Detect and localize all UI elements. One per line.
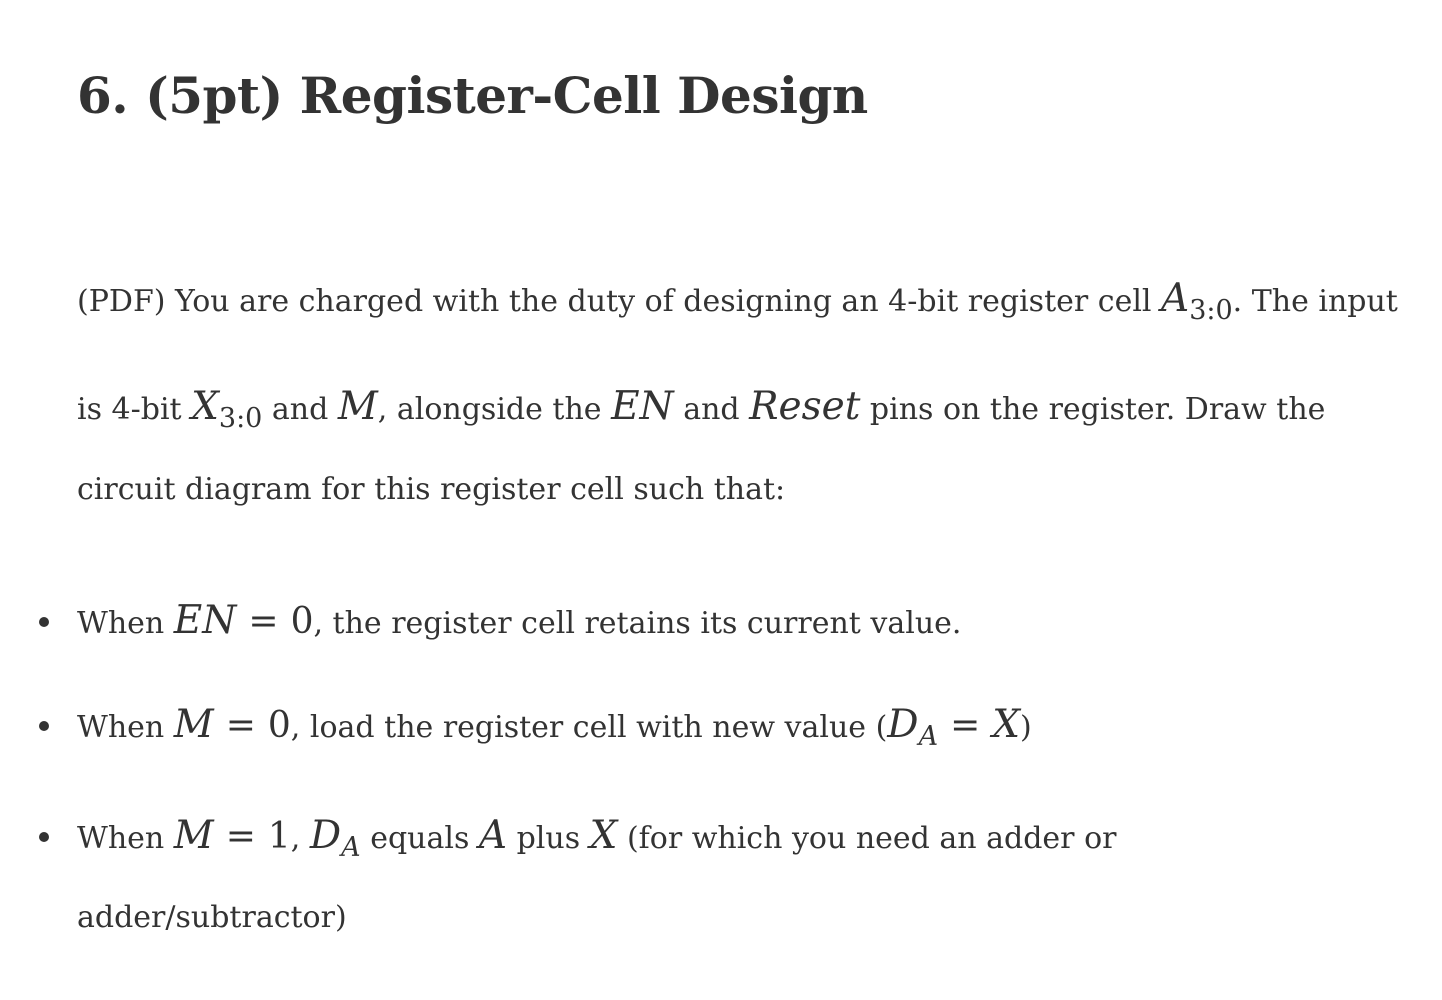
bullet-text: , the register cell retains its current value. (313, 606, 962, 641)
intro-text: is 4-bit (77, 392, 192, 427)
math-equals: = (225, 816, 256, 857)
math-var-m: M (173, 813, 214, 858)
intro-text: pins on the register. Draw the (860, 392, 1326, 427)
bullet-text: equals (360, 821, 479, 856)
intro-text: and (673, 392, 750, 427)
math-var-en: EN (173, 598, 237, 643)
bullet-text: When (77, 606, 174, 641)
bullet-text: ) (1020, 710, 1032, 745)
intro-text: and (262, 392, 338, 427)
math-var-m: M (173, 702, 214, 747)
math-subscript: A (341, 832, 361, 863)
math-var-en: EN (611, 384, 674, 429)
math-equals: = (248, 601, 279, 642)
bullet-text: , load the register cell with new value ( (290, 710, 888, 745)
math-var-x: X (589, 813, 618, 858)
intro-text: , alongside the (377, 392, 612, 427)
bullet-continuation: adder/subtractor) (77, 900, 347, 935)
intro-text: . The input (1232, 284, 1398, 319)
math-var-d: D (887, 702, 919, 747)
math-value: 0 (267, 705, 291, 746)
intro-line-3: circuit diagram for this register cell such that: (77, 472, 786, 507)
math-var-reset: Reset (749, 384, 861, 429)
math-equals: = (225, 705, 256, 746)
bullet-text: , (290, 821, 310, 856)
intro-line-2 (77, 384, 1407, 434)
bullet-icon (39, 721, 49, 731)
math-subscript: 3:0 (1189, 295, 1233, 326)
bullet-text: When (77, 821, 174, 856)
math-subscript: 3:0 (218, 403, 263, 434)
intro-text: (PDF) You are charged with the duty of designing an 4-bit register cell (77, 284, 1162, 319)
math-var-x: X (992, 702, 1021, 747)
math-var-x: X (191, 384, 219, 429)
bullet-icon (39, 832, 49, 842)
math-var-m: M (337, 384, 378, 429)
math-var-a: A (478, 813, 508, 858)
math-var-d: D (309, 813, 342, 858)
bullet-text: plus (507, 821, 590, 856)
list-item (77, 702, 1032, 752)
list-item (77, 598, 961, 648)
math-subscript: A (918, 721, 939, 752)
bullet-text: When (77, 710, 174, 745)
intro-line-1 (77, 276, 1407, 326)
question-title: 6. (5pt) Register-Cell Design (77, 66, 868, 125)
math-value: 0 (290, 601, 314, 642)
list-item (77, 813, 1116, 863)
math-var-a: A (1161, 276, 1190, 321)
bullet-icon (39, 617, 49, 627)
math-value: 1 (267, 816, 291, 857)
math-equals: = (950, 705, 981, 746)
bullet-text: (for which you need an adder or (617, 821, 1117, 856)
